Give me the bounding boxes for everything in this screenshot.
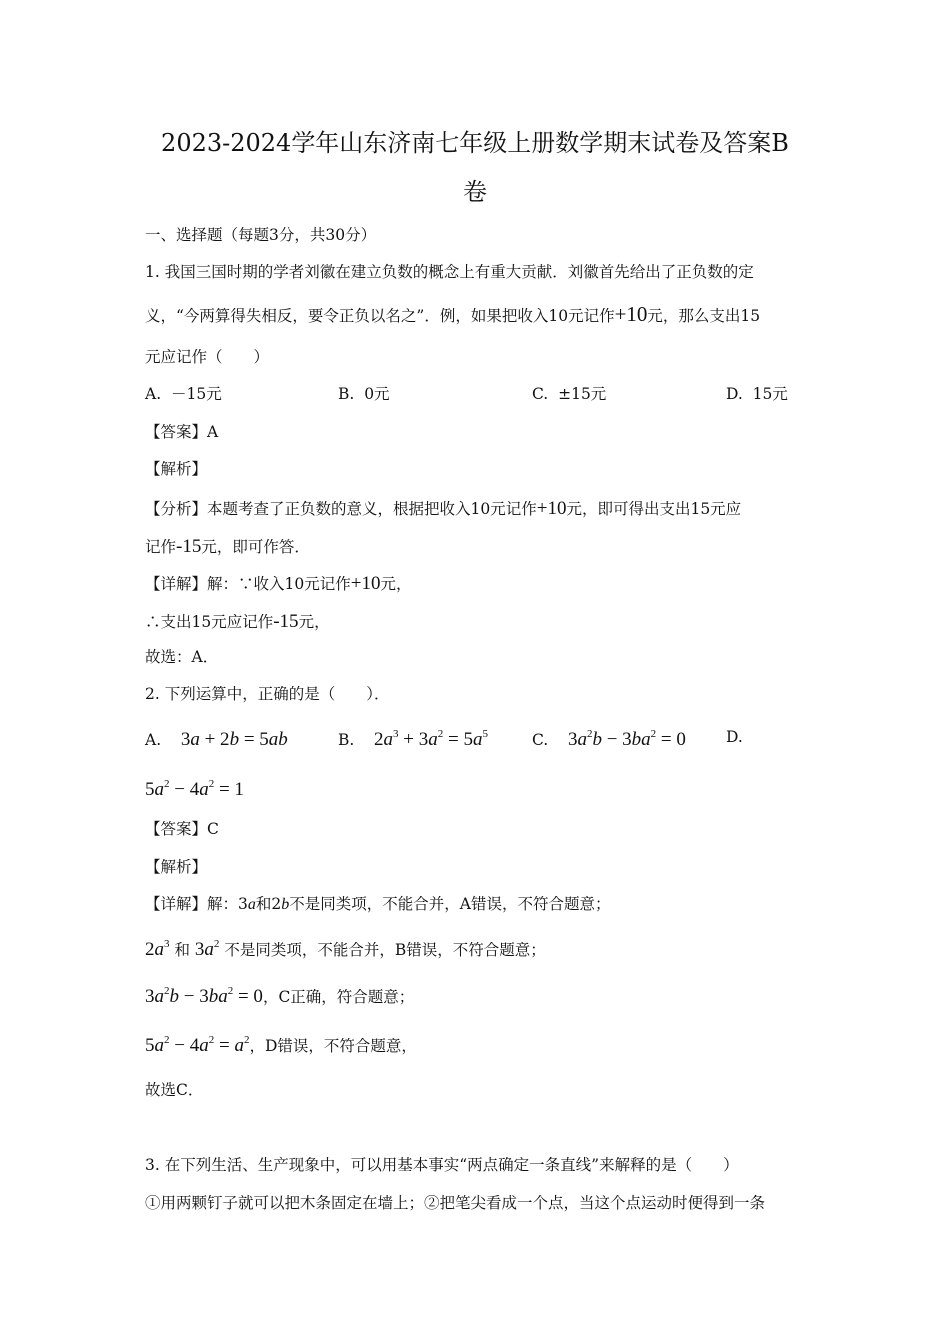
q1-stem-line1: 1. 我国三国时期的学者刘徽在建立负数的概念上有重大贡献．刘徽首先给出了正负数的定 — [145, 263, 754, 281]
q2-option-a: A. 3a + 2b = 5ab — [145, 729, 288, 750]
q3-line2: ①用两颗钉子就可以把木条固定在墙上；②把笔尖看成一个点，当这个点运动时便得到一条 — [145, 1194, 766, 1212]
q1-stem-line3: 元应记作（ ） — [145, 348, 270, 366]
q2-option-d: D. — [726, 728, 743, 746]
q2-option-c: C. $3a^2b - 3ba^2 = 0$ — [532, 728, 686, 750]
q2-option-d-expr: $5a^2 - 4a^2 = 1$ — [145, 778, 244, 800]
q2-analysis-heading: 【解析】 — [145, 858, 208, 876]
q1-option-a: A. －15元 — [145, 385, 222, 403]
q2-option-b: B. $2a^3 + 3a^2 = 5a^5$ — [338, 728, 488, 750]
doc-title-line1: 2023-2024学年山东济南七年级上册数学期末试卷及答案B — [161, 129, 789, 157]
q1-xiangjie-line1: 【详解】解：∵收入10元记作+10元， — [145, 573, 412, 594]
q1-option-d: D. 15元 — [726, 385, 788, 403]
q1-fenxi-line2: 记作-15元，即可作答． — [145, 536, 310, 557]
q2-detail-line1: 【详解】解：3a和2b不是同类项，不能合并，A错误，不符合题意； — [145, 895, 611, 913]
q2-choose: 故选C． — [145, 1081, 204, 1099]
q1-option-c: C. ±15元 — [532, 385, 607, 403]
q1-fenxi-line1: 【分析】本题考查了正负数的意义，根据把收入10元记作+10元，即可得出支出15元应 — [145, 498, 742, 519]
q2-detail-line3: $3a^2b - 3ba^2 = 0$，C正确，符合题意； — [145, 985, 415, 1007]
q2-expr-b: $2a^3 + 3a^2 = 5a^5$ — [374, 728, 488, 750]
q1-xiangjie-line2: ∴支出15元应记作-15元， — [145, 611, 330, 632]
q1-choose: 故选：A． — [145, 648, 219, 666]
q1-answer: 【答案】A — [145, 423, 219, 441]
q3-stem: 3. 在下列生活、生产现象中，可以用基本事实“两点确定一条直线”来解释的是（ ） — [145, 1156, 739, 1174]
q2-answer: 【答案】C — [145, 820, 219, 838]
math-plus10: +10 — [614, 302, 648, 326]
q2-detail-line4: $5a^2 - 4a^2 = a^2$，D错误，不符合题意， — [145, 1034, 417, 1056]
section-heading: 一、选择题（每题3分，共30分） — [145, 226, 377, 244]
q2-stem: 2. 下列运算中，正确的是（ ）． — [145, 685, 390, 703]
q1-analysis-heading: 【解析】 — [145, 460, 208, 478]
q1-stem-line2: 义，“今两算得失相反，要令正负以名之”．例，如果把收入10元记作+10元，那么支出15 — [145, 302, 761, 326]
q1-option-b: B. 0元 — [338, 385, 390, 403]
q2-detail-line2: $2a^3$ 和 $3a^2$ 不是同类项，不能合并，B错误，不符合题意； — [145, 938, 546, 960]
q2-expr-c: $3a^2b - 3ba^2 = 0$ — [567, 728, 686, 750]
doc-title-line2: 卷 — [463, 178, 487, 206]
q2-expr-a: 3a + 2b = 5ab — [180, 729, 288, 750]
